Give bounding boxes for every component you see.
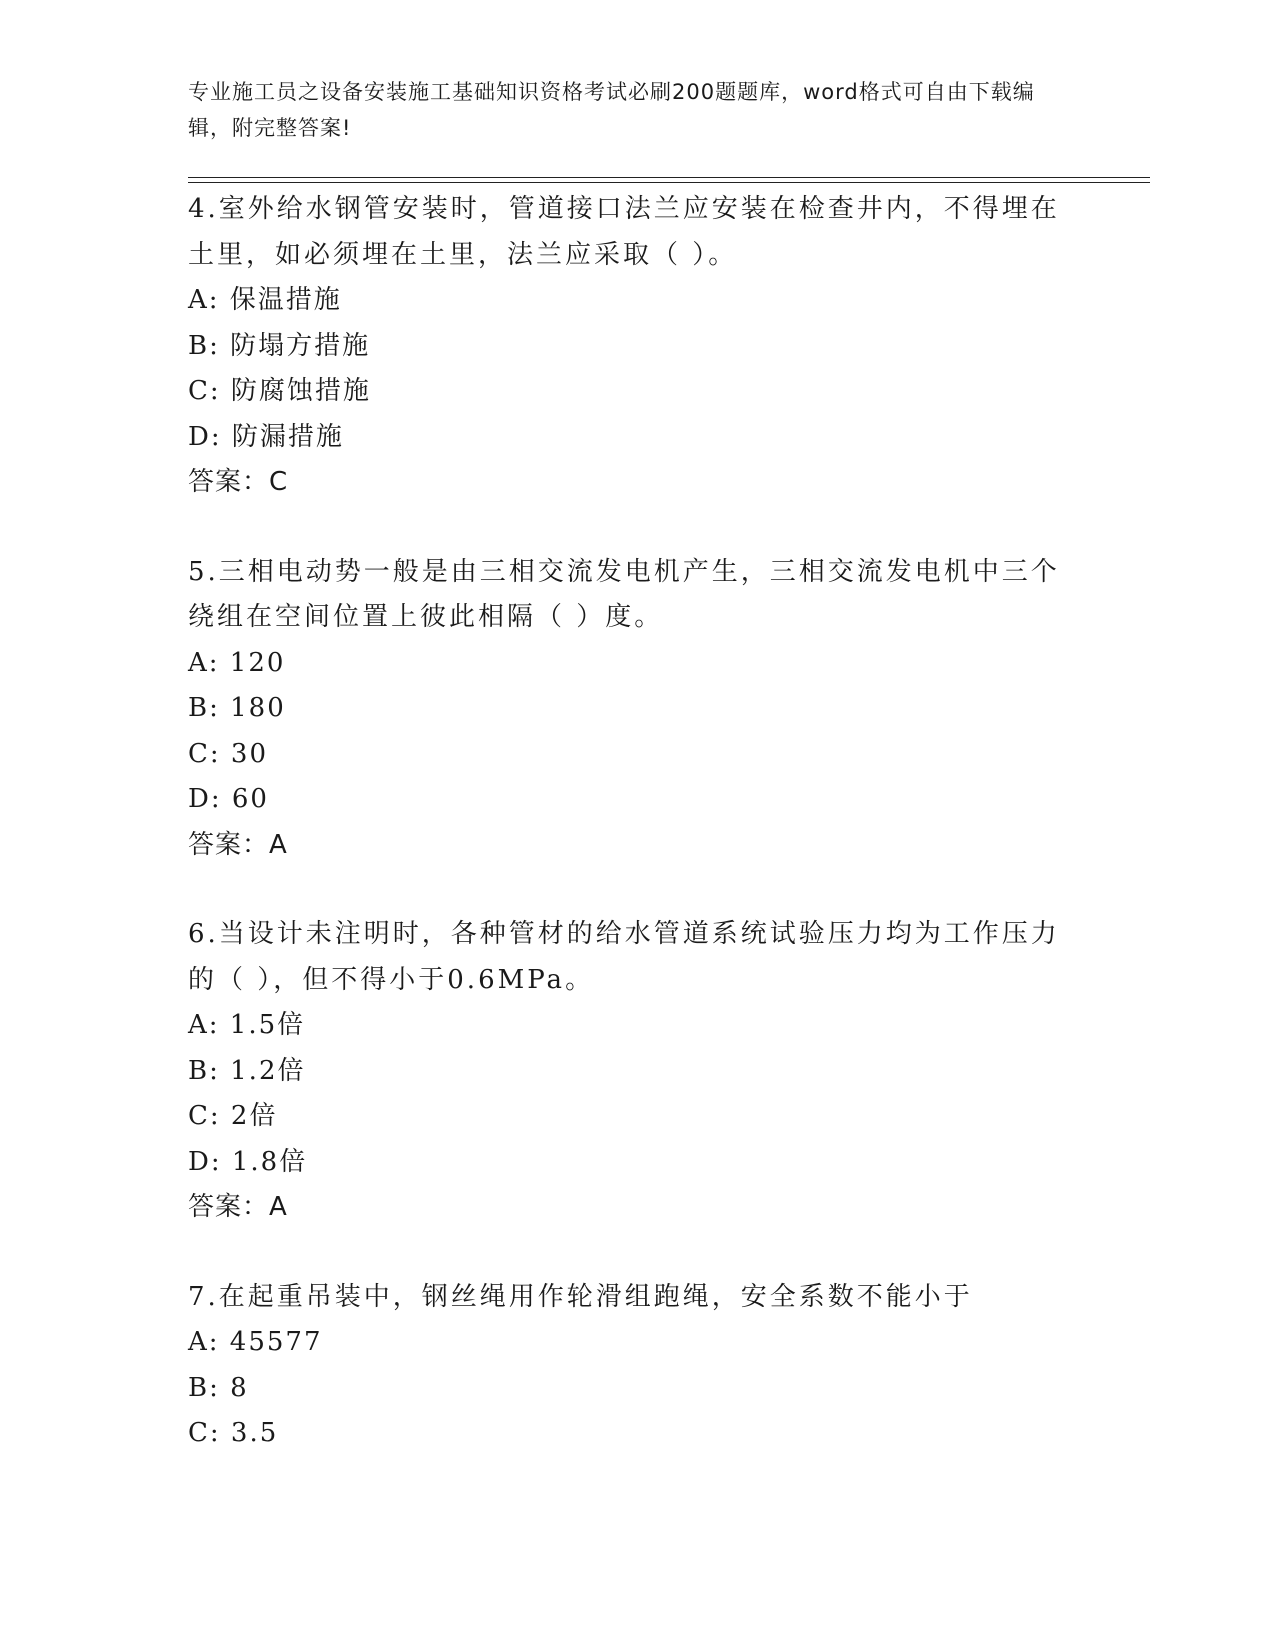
option-b: B: 180 <box>188 693 286 723</box>
question-7 <box>188 1275 1088 1457</box>
option-d: D: 1.8倍 <box>188 1146 308 1177</box>
option-c: C: 防腐蚀措施 <box>188 376 371 406</box>
question-text: 7.在起重吊装中，钢丝绳用作轮滑组跑绳，安全系数不能小于 <box>188 1281 973 1312</box>
question-4 <box>188 187 1088 506</box>
option-c: C: 2倍 <box>188 1101 278 1131</box>
answer: 答案：A <box>188 1192 288 1222</box>
question-text: 4.室外给水钢管安装时，管道接口法兰应安装在检查井内，不得埋在土里，如必须埋在土里，法兰应采取（ ）。 <box>188 194 1060 270</box>
option-d: D: 防漏措施 <box>188 421 344 452</box>
question-6 <box>188 912 1088 1231</box>
header-divider-top <box>188 177 1150 178</box>
option-a: A: 45577 <box>188 1327 323 1357</box>
option-c: C: 3.5 <box>188 1418 279 1448</box>
question-text: 6.当设计未注明时，各种管材的给水管道系统试验压力均为工作压力的（ ），但不得小于0.6MPa。 <box>188 919 1060 995</box>
question-5 <box>188 550 1088 869</box>
answer: 答案：C <box>188 467 289 497</box>
option-a: A: 120 <box>188 647 286 678</box>
option-b: B: 防塌方措施 <box>188 330 371 361</box>
header-divider-bottom <box>188 182 1150 183</box>
option-c: C: 30 <box>188 738 269 769</box>
question-text: 5.三相电动势一般是由三相交流发电机产生，三相交流发电机中三个绕组在空间位置上彼此相隔（ ）度。 <box>188 556 1060 632</box>
document-header: 专业施工员之设备安装施工基础知识资格考试必刷200题题库，word格式可自由下载编辑，附完整答案! <box>188 80 1035 140</box>
option-b: B: 1.2倍 <box>188 1055 306 1086</box>
option-b: B: 8 <box>188 1372 249 1403</box>
option-d: D: 60 <box>188 784 269 814</box>
answer: 答案：A <box>188 829 288 860</box>
option-a: A: 1.5倍 <box>188 1010 306 1040</box>
option-a: A: 保温措施 <box>188 285 342 315</box>
question-list <box>188 187 1088 1501</box>
